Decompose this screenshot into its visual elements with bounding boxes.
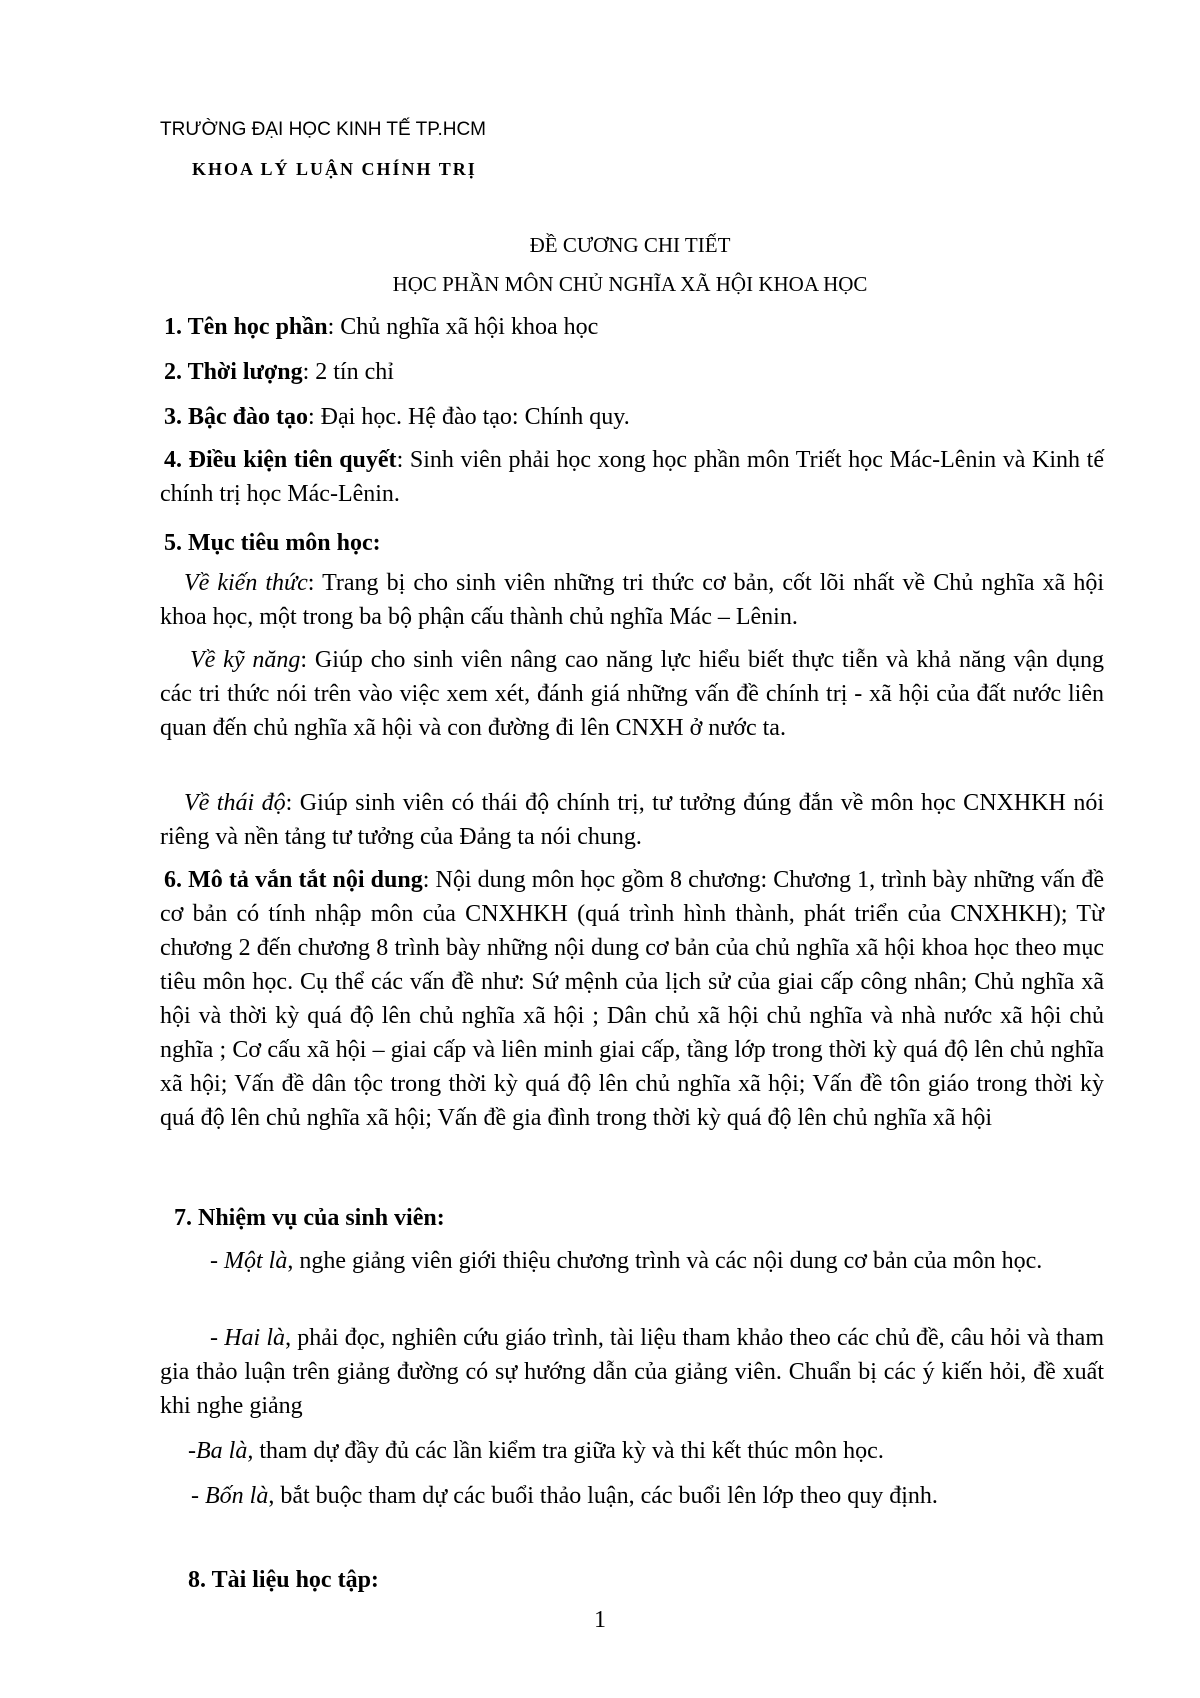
item-study-materials-heading [188, 1564, 379, 1596]
duty-text: , nghe giảng viên giới thiệu chương trình và các nội dung cơ bản của môn học. [287, 1248, 1043, 1274]
item-training-level [164, 401, 630, 433]
item-label: 5. Mục tiêu môn học [164, 530, 373, 556]
duty-four [191, 1480, 938, 1512]
item-objectives-heading [164, 527, 381, 559]
objective-label: Về kiến thức [184, 570, 308, 596]
objective-label: Về thái độ [184, 790, 286, 816]
objective-attitude [160, 786, 1104, 854]
item-student-duties-heading [174, 1202, 445, 1234]
item-label: 1. Tên học phần [164, 314, 328, 340]
objective-knowledge [160, 566, 1104, 634]
duty-text: , bắt buộc tham dự các buổi thảo luận, các buổi lên lớp theo quy định. [268, 1483, 938, 1509]
item-label: 6. Mô tả vắn tắt nội dung [164, 867, 423, 893]
objective-text: : Trang bị cho sinh viên những tri thức cơ bản, cốt lõi nhất về Chủ nghĩa xã hội khoa học, một trong ba bộ phận cấu thành chủ nghĩa Mác – Lênin. [160, 570, 1104, 630]
objective-text: : Giúp cho sinh viên nâng cao năng lực hiểu biết thực tiễn và khả năng vận dụng các tri thức nói trên vào việc xem xét, đánh giá những vấn đề chính trị - xã hội của đất nước liên quan đến chủ nghĩa xã hội và con đường đi lên CNXH ở nước ta. [160, 647, 1104, 741]
duty-text: , phải đọc, nghiên cứu giáo trình, tài liệu tham khảo theo các chủ đề, câu hỏi và tham gia thảo luận trên giảng đường có sự hướng dẫn của giảng viên. Chuẩn bị các ý kiến hỏi, đề xuất khi nghe giảng [160, 1325, 1104, 1419]
item-value: : Chủ nghĩa xã hội khoa học [327, 314, 599, 340]
item-label: 8. Tài liệu học tập: [188, 1567, 379, 1593]
item-value: : Sinh viên phải học xong học phần môn Triết học Mác-Lênin và Kinh tế chính trị học Mác-Lênin. [160, 447, 1105, 507]
duty-prefix: - [210, 1325, 225, 1351]
document-title: ĐỀ CƯƠNG CHI TIẾT [529, 233, 731, 257]
item-value: : 2 tín chỉ [302, 359, 394, 385]
duty-three [188, 1435, 884, 1467]
school-name: TRƯỜNG ĐẠI HỌC KINH TẾ TP.HCM [160, 119, 486, 140]
item-label: 7. Nhiệm vụ của sinh viên: [174, 1205, 445, 1231]
duty-label: Hai là [224, 1325, 286, 1351]
duty-text: tham dự đầy đủ các lần kiểm tra giữa kỳ và thi kết thúc môn học. [253, 1438, 884, 1464]
objective-skill [160, 643, 1104, 745]
duty-two [160, 1321, 1104, 1423]
item-label: 2. Thời lượng [164, 359, 303, 385]
item-label: 4. Điều kiện tiên quyết [164, 447, 397, 473]
item-value: : Nội dung môn học gồm 8 chương: Chương 1, trình bày những vấn đề cơ bản có tính nhập môn của CNXHKH (quá trình hình thành, phát triển của CNXHKH); Từ chương 2 đến chương 8 trình bày những nội dung cơ bản của chủ nghĩa xã hội khoa học theo mục tiêu môn học. Cụ thể các vấn đề như: Sứ mệnh của lịch sử của giai cấp công nhân; Chủ nghĩa xã hội và thời kỳ quá độ lên chủ nghĩa xã hội ; Dân chủ xã hội chủ nghĩa và nhà nước xã hội chủ nghĩa ; Cơ cấu xã hội – giai cấp và liên minh giai cấp, tầng lớp trong thời kỳ quá độ lên chủ nghĩa xã hội; Vấn đề dân tộc trong thời kỳ quá độ lên chủ nghĩa xã hội; Vấn đề tôn giáo trong thời kỳ quá độ lên chủ nghĩa xã hội; Vấn đề gia đình trong thời kỳ quá độ lên chủ nghĩa xã hội [160, 867, 1104, 1131]
item-duration [164, 356, 394, 388]
item-prerequisites [160, 443, 1104, 511]
page-number: 1 [594, 1607, 606, 1633]
document-subtitle: HỌC PHẦN MÔN CHỦ NGHĨA XÃ HỘI KHOA HỌC [392, 272, 868, 296]
item-content-summary [160, 863, 1104, 1135]
item-value: : Đại học. Hệ đào tạo: Chính quy. [308, 404, 630, 430]
duty-one [160, 1244, 1104, 1278]
item-suffix: : [372, 530, 381, 556]
objective-label: Về kỹ năng [190, 647, 301, 673]
item-course-name [164, 311, 598, 343]
duty-label: Một là [224, 1248, 288, 1274]
duty-label: Bốn là [205, 1483, 269, 1509]
item-label: 3. Bậc đào tạo [164, 404, 308, 430]
duty-label: Ba là, [196, 1438, 254, 1464]
objective-text: : Giúp sinh viên có thái độ chính trị, tư tưởng đúng đắn về môn học CNXHKH nói riêng và nền tảng tư tưởng của Đảng ta nói chung. [160, 790, 1104, 850]
department-name: KHOA LÝ LUẬN CHÍNH TRỊ [192, 159, 477, 179]
duty-prefix: - [191, 1483, 205, 1509]
duty-prefix: - [188, 1438, 196, 1464]
duty-prefix: - [210, 1248, 224, 1274]
